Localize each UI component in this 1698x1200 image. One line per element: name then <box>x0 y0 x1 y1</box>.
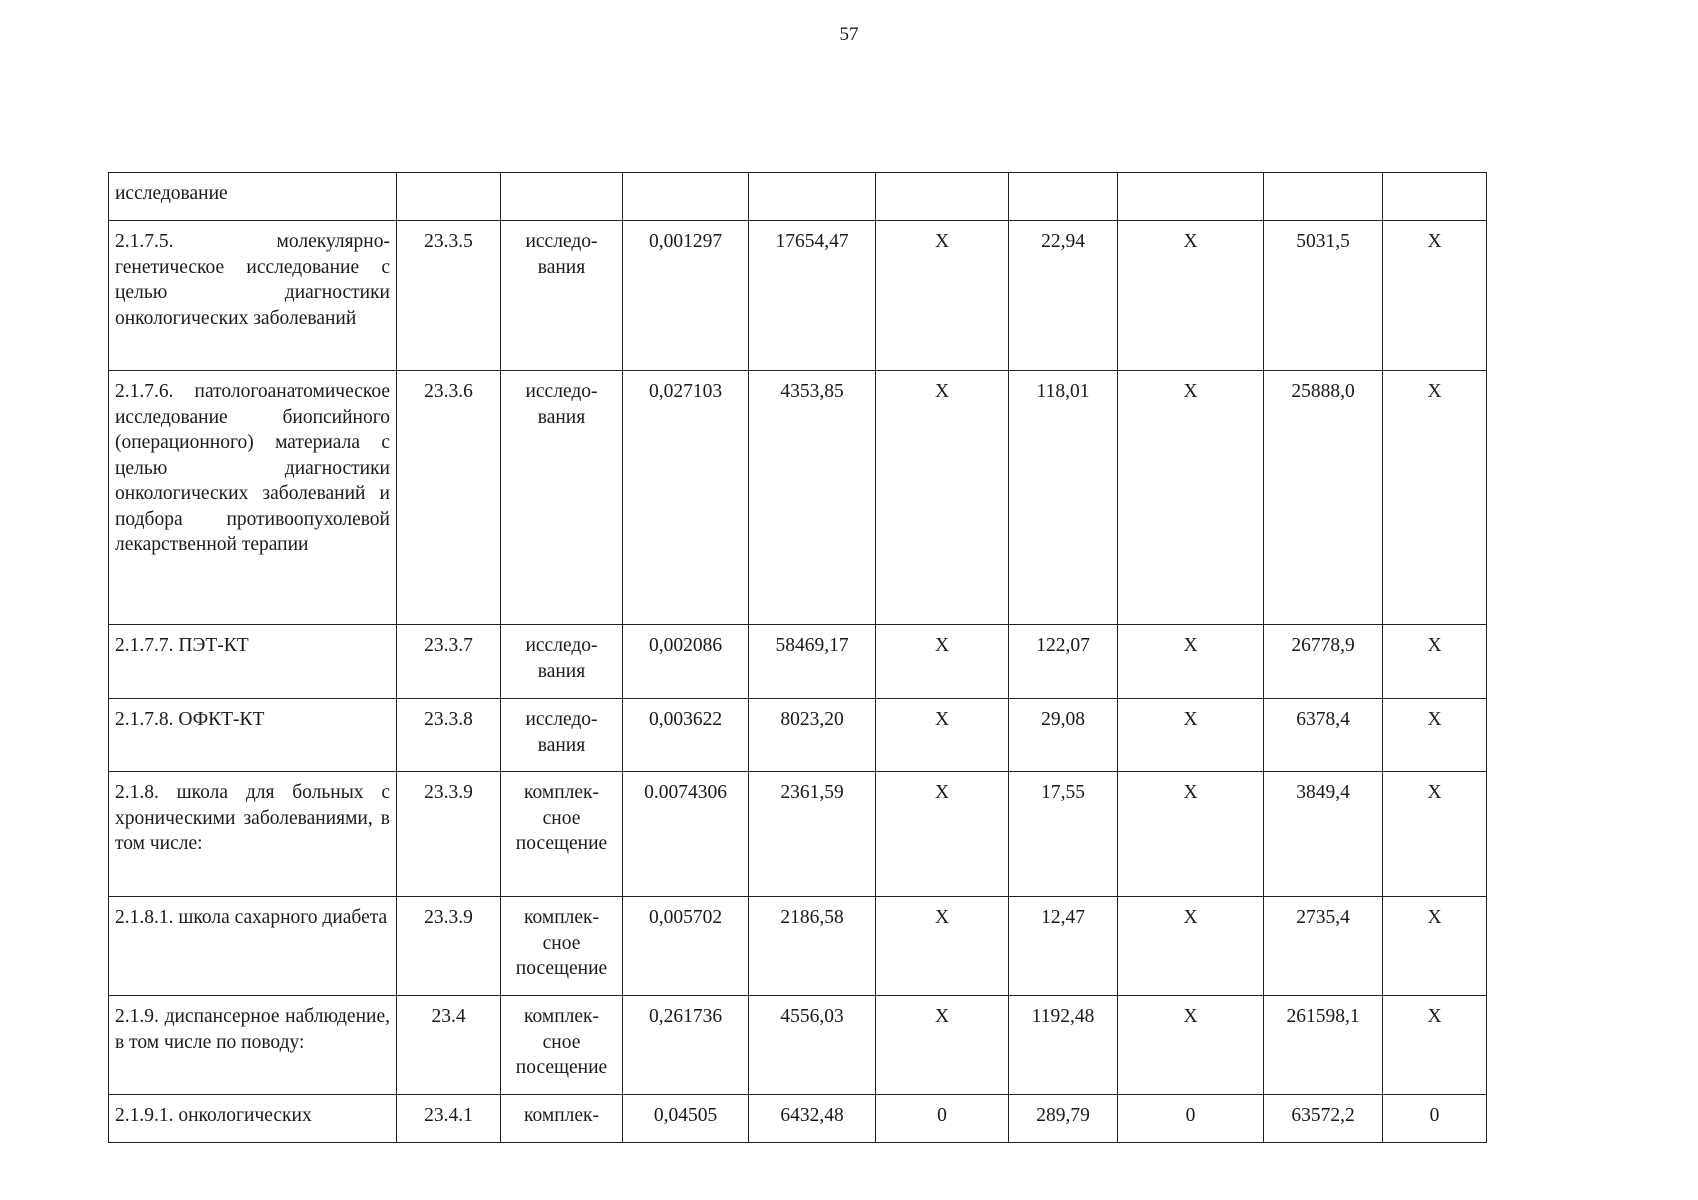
row-name-cell: 2.1.8.1. школа сахарного диабета <box>109 897 397 996</box>
row-code-cell: 23.3.6 <box>397 371 501 625</box>
unit-line: комплек- <box>524 907 599 928</box>
unit-line: вания <box>537 734 586 756</box>
row-value-cell-v3: Х <box>876 371 1009 625</box>
unit-line: вания <box>537 660 586 682</box>
row-value-cell-v7: Х <box>1383 371 1487 625</box>
row-name-cell: 2.1.7.7. ПЭТ-КТ <box>109 625 397 699</box>
row-value-cell-v4: 22,94 <box>1009 221 1118 371</box>
row-code-cell: 23.3.9 <box>397 772 501 897</box>
row-value-cell-v5: Х <box>1118 772 1264 897</box>
row-value-cell-v7: Х <box>1383 996 1487 1095</box>
row-value-cell-v7: Х <box>1383 772 1487 897</box>
row-value-cell-v6: 25888,0 <box>1264 371 1383 625</box>
page-number: 57 <box>839 24 859 45</box>
row-value-cell-v1: 0,04505 <box>623 1095 749 1143</box>
row-name-cell: 2.1.9.1. онкологических <box>109 1095 397 1143</box>
row-value-cell-v2: 4353,85 <box>749 371 876 625</box>
unit-line: посещение <box>515 833 608 854</box>
row-code-cell: 23.4.1 <box>397 1095 501 1143</box>
row-value-cell-v4: 17,55 <box>1009 772 1118 897</box>
table-row <box>109 996 1487 1095</box>
table-body <box>109 173 1487 1143</box>
row-value-cell-v2: 2186,58 <box>749 897 876 996</box>
unit-line: исследо- <box>525 381 598 402</box>
row-value-cell-v6 <box>1264 173 1383 221</box>
table-row <box>109 173 1487 221</box>
table-row <box>109 625 1487 699</box>
row-value-cell-v3: Х <box>876 699 1009 772</box>
row-code-cell: 23.3.8 <box>397 699 501 772</box>
row-value-cell-v1 <box>623 173 749 221</box>
row-value-cell-v6: 5031,5 <box>1264 221 1383 371</box>
row-unit-cell <box>501 996 623 1095</box>
unit-line: комплек- <box>524 1006 599 1027</box>
unit-line: комплек- <box>524 1105 599 1126</box>
row-value-cell-v6: 26778,9 <box>1264 625 1383 699</box>
row-name-cell: 2.1.7.8. ОФКТ-КТ <box>109 699 397 772</box>
row-value-cell-v5: Х <box>1118 371 1264 625</box>
table-row <box>109 897 1487 996</box>
row-value-cell-v3: Х <box>876 897 1009 996</box>
row-value-cell-v5: Х <box>1118 699 1264 772</box>
unit-line: посещение <box>515 1057 608 1078</box>
unit-line: вания <box>537 406 586 428</box>
row-value-cell-v6: 63572,2 <box>1264 1095 1383 1143</box>
row-value-cell-v4: 118,01 <box>1009 371 1118 625</box>
row-value-cell-v5 <box>1118 173 1264 221</box>
unit-line: комплек- <box>524 782 599 803</box>
row-value-cell-v4: 12,47 <box>1009 897 1118 996</box>
row-value-cell-v2: 6432,48 <box>749 1095 876 1143</box>
row-value-cell-v3: Х <box>876 772 1009 897</box>
row-name-cell: 2.1.7.6. патологоанатомическое исследование биопсийного (операционного) материала с целью диагностики онкологических заболеваний и подбора противоопухолевой лекарственной терапии <box>109 371 397 625</box>
row-value-cell-v1: 0,005702 <box>623 897 749 996</box>
row-value-cell-v2: 2361,59 <box>749 772 876 897</box>
row-value-cell-v2: 4556,03 <box>749 996 876 1095</box>
row-value-cell-v3: Х <box>876 625 1009 699</box>
unit-line: вания <box>537 256 586 278</box>
unit-line: сное <box>542 807 581 829</box>
row-value-cell-v4: 29,08 <box>1009 699 1118 772</box>
unit-line: исследо- <box>525 709 598 730</box>
row-value-cell-v2 <box>749 173 876 221</box>
row-value-cell-v7: Х <box>1383 221 1487 371</box>
row-value-cell-v3: Х <box>876 221 1009 371</box>
row-unit-cell <box>501 897 623 996</box>
row-code-cell: 23.3.5 <box>397 221 501 371</box>
row-value-cell-v1: 0,003622 <box>623 699 749 772</box>
unit-line: посещение <box>515 958 608 979</box>
row-value-cell-v6: 3849,4 <box>1264 772 1383 897</box>
row-value-cell-v1: 0,261736 <box>623 996 749 1095</box>
row-value-cell-v4: 289,79 <box>1009 1095 1118 1143</box>
row-name-cell: 2.1.9. диспансерное наблюдение, в том числе по поводу: <box>109 996 397 1095</box>
row-value-cell-v6: 6378,4 <box>1264 699 1383 772</box>
row-value-cell-v5: Х <box>1118 625 1264 699</box>
row-value-cell-v4 <box>1009 173 1118 221</box>
row-unit-cell <box>501 625 623 699</box>
row-value-cell-v1: 0,027103 <box>623 371 749 625</box>
row-name-cell: 2.1.8. школа для больных с хроническими заболеваниями, в том числе: <box>109 772 397 897</box>
row-value-cell-v5: Х <box>1118 221 1264 371</box>
row-name-cell: 2.1.7.5. молекулярно-генетическое исследование с целью диагностики онкологических заболеваний <box>109 221 397 371</box>
unit-line: исследо- <box>525 231 598 252</box>
row-value-cell-v2: 8023,20 <box>749 699 876 772</box>
row-value-cell-v1: 0,001297 <box>623 221 749 371</box>
row-value-cell-v4: 1192,48 <box>1009 996 1118 1095</box>
unit-line: сное <box>542 1031 581 1053</box>
row-unit-cell <box>501 699 623 772</box>
row-code-cell: 23.3.9 <box>397 897 501 996</box>
unit-line: исследо- <box>525 635 598 656</box>
row-value-cell-v3: Х <box>876 996 1009 1095</box>
row-value-cell-v1: 0.0074306 <box>623 772 749 897</box>
row-value-cell-v5: Х <box>1118 897 1264 996</box>
row-value-cell-v2: 17654,47 <box>749 221 876 371</box>
row-value-cell-v7: Х <box>1383 897 1487 996</box>
row-value-cell-v3: 0 <box>876 1095 1009 1143</box>
row-value-cell-v6: 2735,4 <box>1264 897 1383 996</box>
row-value-cell-v5: Х <box>1118 996 1264 1095</box>
row-unit-cell <box>501 371 623 625</box>
unit-line: сное <box>542 932 581 954</box>
row-value-cell-v4: 122,07 <box>1009 625 1118 699</box>
row-code-cell: 23.3.7 <box>397 625 501 699</box>
data-table <box>108 172 1487 1143</box>
row-value-cell-v5: 0 <box>1118 1095 1264 1143</box>
row-value-cell-v7: Х <box>1383 699 1487 772</box>
row-value-cell-v7: Х <box>1383 625 1487 699</box>
row-value-cell-v3 <box>876 173 1009 221</box>
row-unit-cell <box>501 221 623 371</box>
table-row <box>109 371 1487 625</box>
row-name-cell: исследование <box>109 173 397 221</box>
row-unit-cell <box>501 1095 623 1143</box>
row-value-cell-v7 <box>1383 173 1487 221</box>
table-row <box>109 221 1487 371</box>
row-unit-cell <box>501 772 623 897</box>
table-row <box>109 699 1487 772</box>
row-code-cell: 23.4 <box>397 996 501 1095</box>
row-value-cell-v6: 261598,1 <box>1264 996 1383 1095</box>
row-value-cell-v2: 58469,17 <box>749 625 876 699</box>
table-row <box>109 1095 1487 1143</box>
row-unit-cell <box>501 173 623 221</box>
table-row <box>109 772 1487 897</box>
row-value-cell-v7: 0 <box>1383 1095 1487 1143</box>
row-code-cell <box>397 173 501 221</box>
row-value-cell-v1: 0,002086 <box>623 625 749 699</box>
